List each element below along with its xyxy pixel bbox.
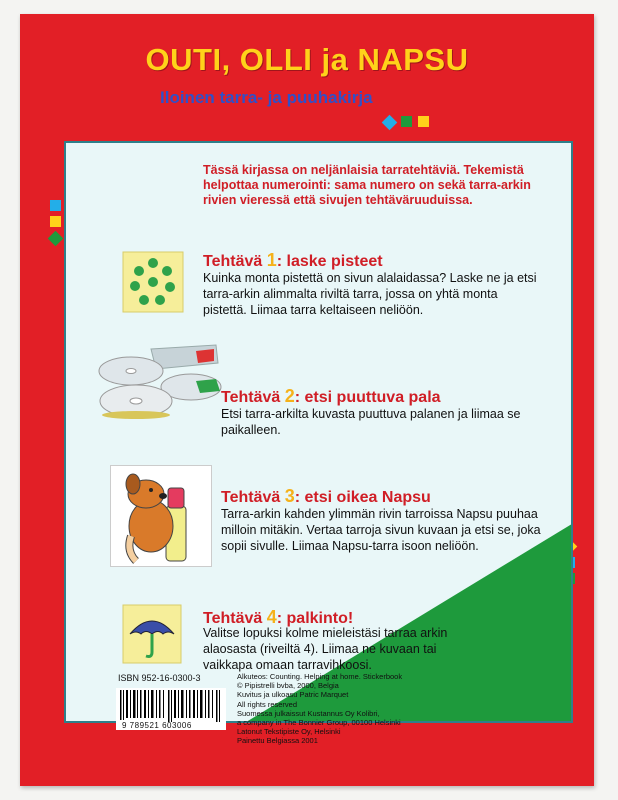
napsu-picture-frame xyxy=(110,465,212,567)
task-2-title: Tehtävä 2: etsi puuttuva pala xyxy=(221,386,441,406)
green-diamond-icon xyxy=(48,231,64,247)
credit-line: © Pipistrelli bvba, 2000, Belgia xyxy=(237,681,339,691)
task-4-title: Tehtävä 4: palkinto! xyxy=(203,607,354,627)
task-3-title: Tehtävä 3: etsi oikea Napsu xyxy=(221,486,431,506)
credit-line: Kuvitus ja ulkoasu Patric Marquet xyxy=(237,690,349,700)
yellow-square-icon xyxy=(50,216,61,227)
book-back-cover xyxy=(20,14,594,786)
credit-line: Suomessa julkaissut Kustannus Oy Kolibri, xyxy=(237,708,380,718)
credit-line: All rights reserved xyxy=(237,699,298,709)
barcode-number: 9 789521 603006 xyxy=(122,721,192,730)
napsu-dog-icon xyxy=(111,466,211,566)
credit-line: a company in The Bonnier Group, 00100 Helsinki xyxy=(237,718,401,728)
blue-diamond-icon xyxy=(382,115,398,131)
task-4-body: Valitse lopuksi kolme mieleistäsi tarraa arkin alaosasta (riveiltä 4). Liimaa ne kuvaan tai vaikkapa omaan tarravihkoosi. xyxy=(203,626,448,672)
task-3-body: Tarra-arkin kahden ylimmän rivin tarroissa Napsu puuhaa milloin mitäkin. Vertaa tarroja sivun kuvaan ja etsi se, joka sopii sivulle. Liimaa Napsu-tarra isoon neliöön. xyxy=(221,507,541,553)
barcode-icon xyxy=(116,688,226,722)
task-2-body: Etsi tarra-arkilta kuvasta puuttuva palanen ja liimaa se paikalleen. xyxy=(221,407,521,437)
book-subtitle: Iloinen tarra- ja puuhakirja xyxy=(160,88,373,107)
blue-square-icon xyxy=(50,200,61,211)
cd-discs-icon xyxy=(96,341,221,423)
credit-line: Alkuteos: Counting. Helping at home. Stickerbook xyxy=(237,672,403,681)
credits-block xyxy=(237,672,457,746)
dots-icon xyxy=(122,251,184,313)
credit-line: Painettu Belgiassa 2001 xyxy=(237,736,318,746)
barcode xyxy=(116,688,226,730)
yellow-square-icon xyxy=(418,116,429,127)
book-title: OUTI, OLLI ja NAPSU xyxy=(145,42,469,77)
intro-text: Tässä kirjassa on neljänlaisia tarratehtäviä. Tekemistä helpottaa numerointi: sama numero on sekä tarra-arkin rivien vieressä että sivujen tehtäväruuduissa. xyxy=(203,163,531,207)
umbrella-icon xyxy=(122,604,182,664)
isbn-label: ISBN 952-16-0300-3 xyxy=(118,673,201,683)
credit-line: Latonut Tekstipiste Oy, Helsinki xyxy=(237,727,341,737)
green-square-icon xyxy=(401,116,412,127)
task-1-body: Kuinka monta pistettä on sivun alalaidassa? Laske ne ja etsi tarra-arkin alimmalta riviltä tarra, jossa on yhtä monta pistettä. Liimaa tarra keltaiseen neliöön. xyxy=(203,271,537,317)
task-1-title: Tehtävä 1: laske pisteet xyxy=(203,250,383,270)
content-panel xyxy=(64,141,573,746)
